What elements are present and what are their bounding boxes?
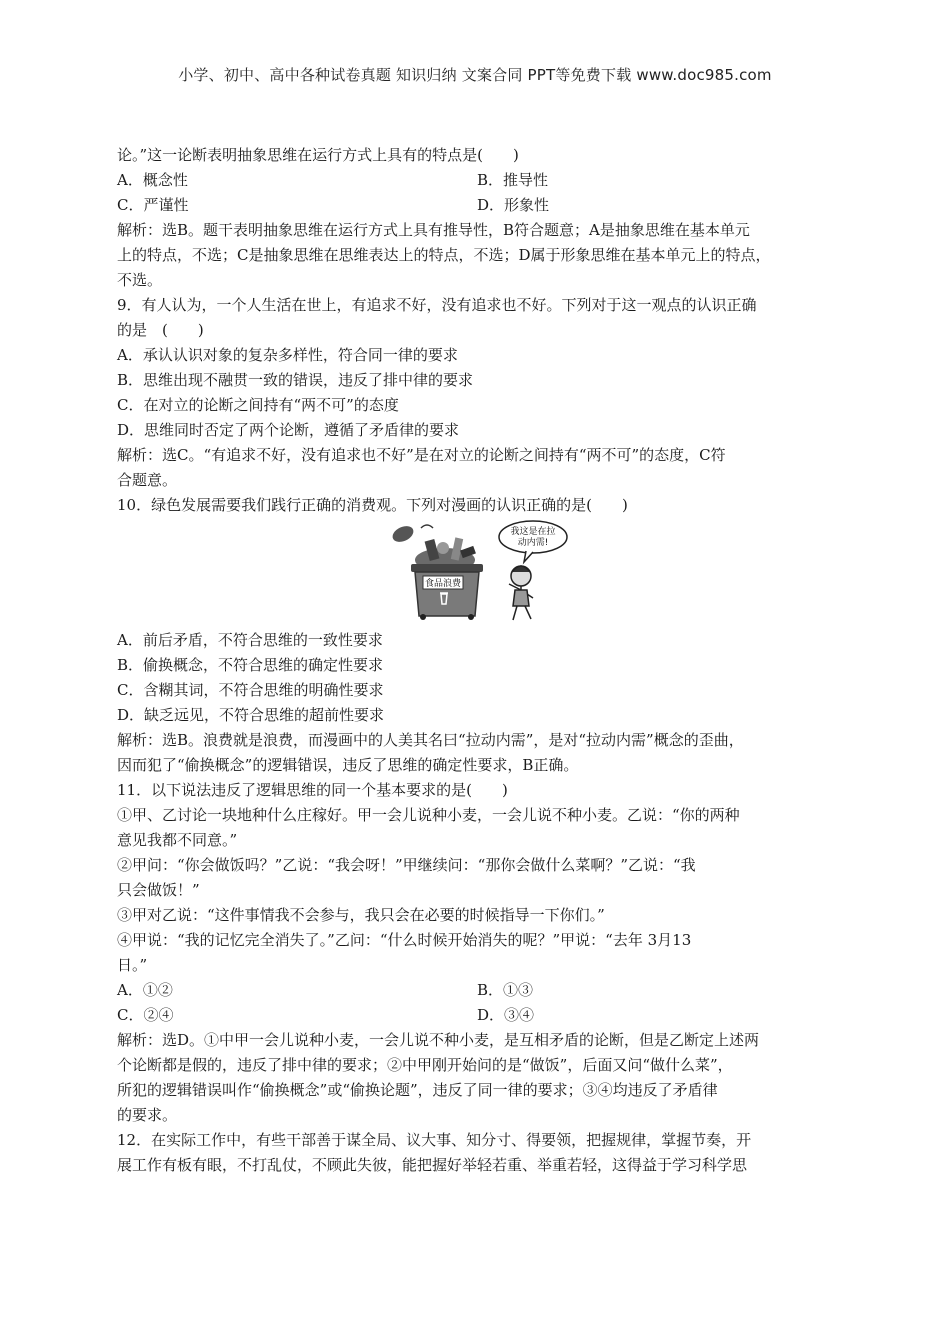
q10-stem: 10．绿色发展需要我们践行正确的消费观。下列对漫画的认识正确的是( )	[117, 496, 628, 514]
person-figure-icon	[509, 566, 533, 620]
q12-stem: 12．在实际工作中，有些干部善于谋全局、议大事、知分寸、得要领，把握规律，掌握节奏，开	[117, 1131, 752, 1149]
page-header-banner: 小学、初中、高中各种试卷真题 知识归纳 文案合同 PPT等免费下载 www.doc985.com	[178, 66, 772, 84]
q11-analysis-line: 个论断都是假的，违反了排中律的要求；②中甲刚开始问的是“做饭”，后面又问“做什么菜”，	[117, 1056, 733, 1074]
q11-option-c: C．②④	[117, 1006, 174, 1024]
flying-food-icon	[390, 523, 416, 545]
question-8	[117, 143, 844, 293]
q9-option-c: C．在对立的论断之间持有“两不可”的态度	[117, 396, 399, 414]
q8-analysis-line: 上的特点，不选；C是抽象思维在思维表达上的特点，不选；D属于形象思维在基本单元上的特点，	[117, 246, 771, 264]
q8-option-d: D．形象性	[477, 196, 550, 214]
q11-analysis-line: 所犯的逻辑错误叫作“偷换概念”或“偷换论题”，违反了同一律的要求；③④均违反了矛盾律	[117, 1081, 718, 1099]
q8-option-b: B．推导性	[477, 171, 549, 189]
q12-stem: 展工作有板有眼，不打乱仗，不顾此失彼，能把握好举轻若重、举重若轻，这得益于学习科学思	[117, 1156, 748, 1174]
q8-options-row-1	[117, 168, 844, 193]
q10-option-b: B．偷换概念，不符合思维的确定性要求	[117, 656, 384, 674]
trash-bin-icon	[411, 564, 483, 620]
q9-option-d: D．思维同时否定了两个论断，遵循了矛盾律的要求	[117, 421, 460, 439]
q11-item-1: 意见我都不同意。”	[117, 831, 238, 849]
bubble-text-line-2: 动内需!	[517, 538, 548, 548]
q11-item-2: 只会做饭！”	[117, 881, 200, 899]
q10-analysis-line: 因而犯了“偷换概念”的逻辑错误，违反了思维的确定性要求，B正确。	[117, 756, 579, 774]
q11-item-2: ②甲问：“你会做饭吗？”乙说：“我会呀！”甲继续问：“那你会做什么菜啊？”乙说：“我	[117, 856, 696, 874]
q11-analysis-line: 的要求。	[117, 1106, 178, 1124]
q8-analysis-line: 解析：选B。题干表明抽象思维在运行方式上具有推导性，B符合题意；A是抽象思维在基本单元	[117, 221, 750, 239]
q11-item-4: 日。”	[117, 956, 148, 974]
q8-option-c: C．严谨性	[117, 196, 189, 214]
q10-option-c: C．含糊其词，不符合思维的明确性要求	[117, 681, 384, 699]
q9-analysis-line: 解析：选C。“有追求不好，没有追求也不好”是在对立的论断之间持有“两不可”的态度，C符	[117, 446, 726, 464]
q10-option-d: D．缺乏远见，不符合思维的超前性要求	[117, 706, 385, 724]
q10-analysis-line: 解析：选B。浪费就是浪费，而漫画中的人美其名曰“拉动内需”，是对“拉动内需”概念的歪曲，	[117, 731, 744, 749]
q11-option-a: A．①②	[117, 981, 173, 999]
bin-label: 食品浪费	[424, 579, 461, 589]
motion-line-icon	[421, 525, 433, 528]
q9-analysis-line: 合题意。	[117, 471, 178, 489]
q11-option-d: D．③④	[477, 1006, 535, 1024]
q11-item-4: ④甲说：“我的记忆完全消失了。”乙问：“什么时候开始消失的呢？”甲说：“去年 3月13	[117, 931, 692, 949]
q11-analysis-line: 解析：选D。①中甲一会儿说种小麦，一会儿说不种小麦，是互相矛盾的论断，但是乙断定上述两	[117, 1031, 760, 1049]
document-body	[117, 143, 844, 1178]
q8-analysis-line: 不选。	[117, 271, 163, 289]
question-11	[117, 778, 844, 1128]
question-9	[117, 293, 844, 493]
q11-item-3: ③甲对乙说：“这件事情我不会参与，我只会在必要的时候指导一下你们。”	[117, 906, 605, 924]
q8-options-row-2	[117, 193, 844, 218]
speech-bubble	[499, 521, 567, 562]
q11-item-1: ①甲、乙讨论一块地种什么庄稼好。甲一会儿说种小麦，一会儿说不种小麦。乙说：“你的两种	[117, 806, 740, 824]
q11-option-b: B．①③	[477, 981, 534, 999]
question-12	[117, 1128, 844, 1178]
q9-stem: 9．有人认为，一个人生活在世上，有追求不好，没有追求也不好。下列对于这一观点的认识正确	[117, 296, 757, 314]
bubble-text-line-1: 我这是在拉	[509, 527, 556, 537]
q11-options-row-1	[117, 978, 844, 1003]
cartoon-illustration	[381, 520, 581, 622]
q10-option-a: A．前后矛盾，不符合思维的一致性要求	[117, 631, 383, 649]
question-10	[117, 493, 844, 778]
cartoon-figure	[117, 520, 844, 622]
q8-stem: 论。”这一论断表明抽象思维在运行方式上具有的特点是( )	[117, 146, 519, 164]
q9-option-a: A．承认认识对象的复杂多样性，符合同一律的要求	[117, 346, 458, 364]
q8-option-a: A．概念性	[117, 171, 188, 189]
q9-stem: 的是 ( )	[117, 321, 204, 339]
q11-stem: 11．以下说法违反了逻辑思维的同一个基本要求的是( )	[117, 781, 508, 799]
q11-options-row-2	[117, 1003, 844, 1028]
q9-option-b: B．思维出现不融贯一致的错误，违反了排中律的要求	[117, 371, 474, 389]
